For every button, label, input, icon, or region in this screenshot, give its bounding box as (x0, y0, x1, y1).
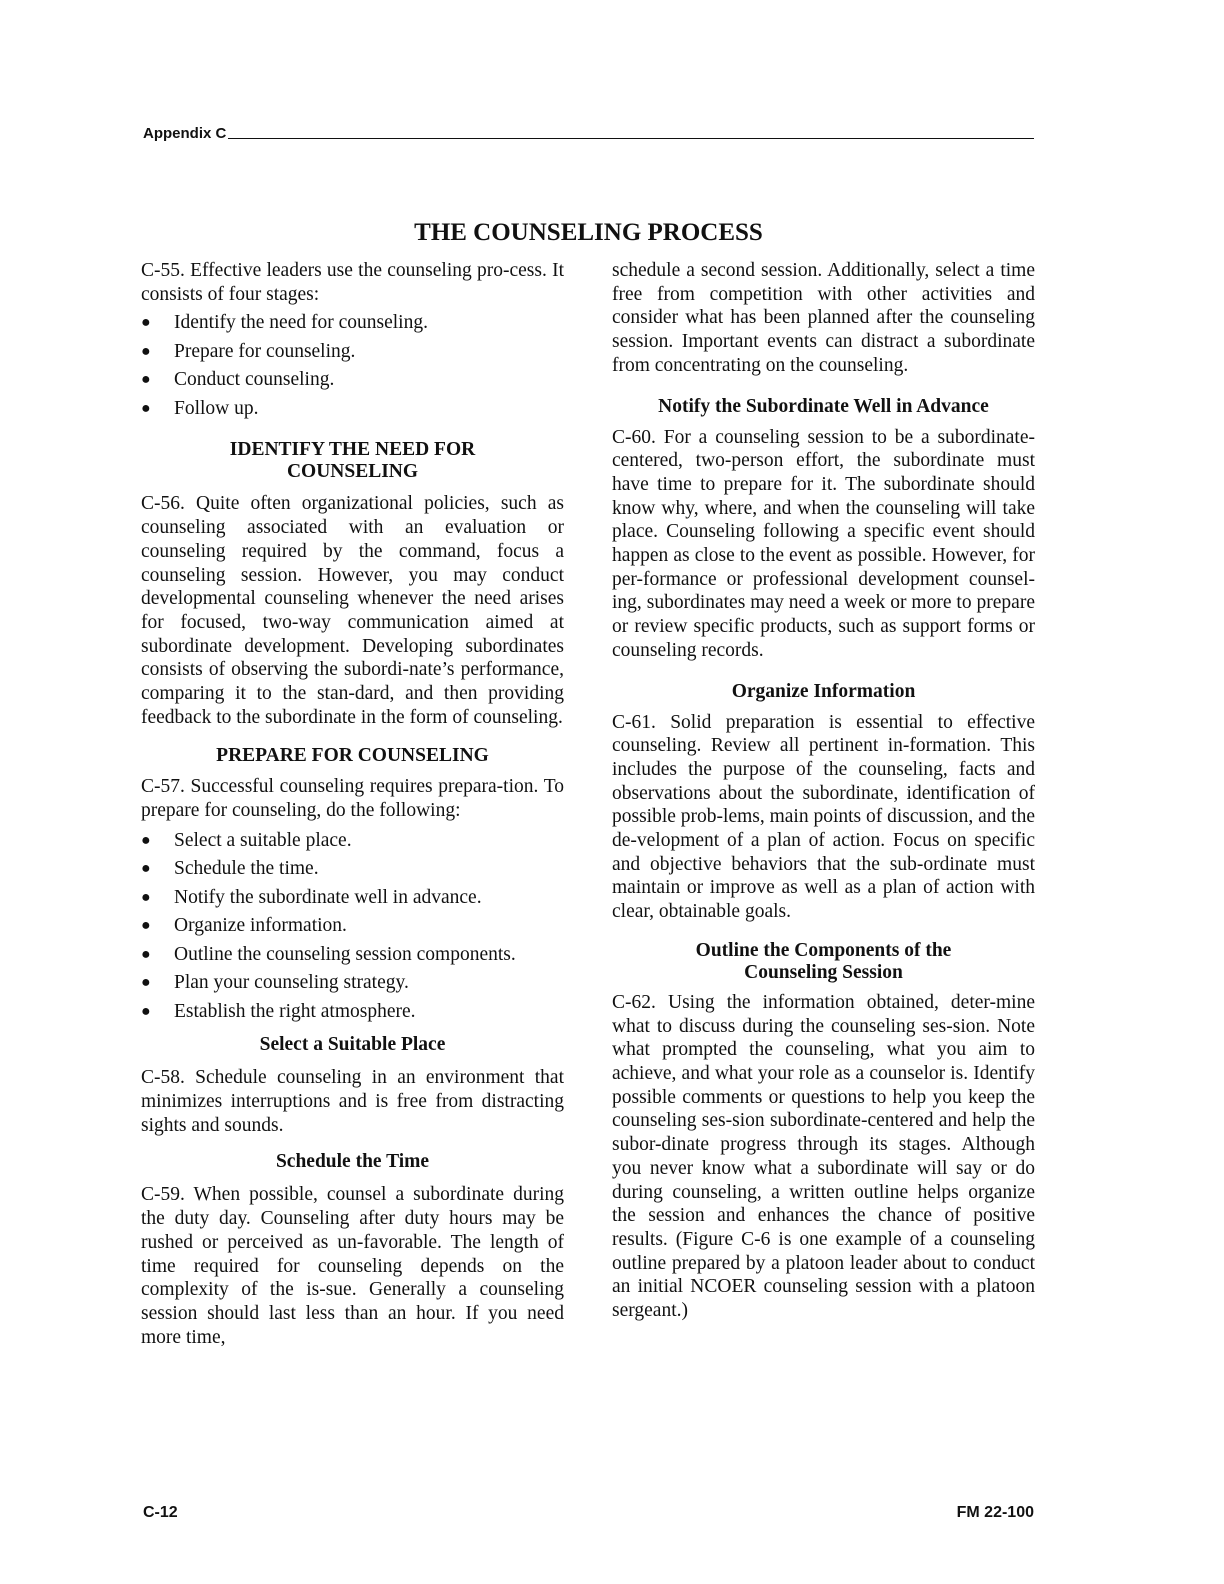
section-heading-identify: IDENTIFY THE NEED FOR COUNSELING (229, 439, 476, 483)
running-footer (143, 1504, 1034, 1522)
list-item: ● Outline the counseling session components. (141, 941, 564, 970)
subsection-heading-organize: Organize Information (731, 680, 916, 702)
subsection-heading-outline: Outline the Components of the Counseling Session (695, 939, 952, 983)
list-item: ● Organize information. (141, 912, 564, 941)
bullet-icon: ● (141, 399, 151, 417)
stages-list (141, 309, 564, 423)
right-column (612, 259, 1035, 1323)
bullet-icon: ● (141, 860, 151, 878)
header-rule (228, 138, 1034, 139)
bullet-icon: ● (141, 314, 151, 332)
bullet-icon: ● (141, 831, 151, 849)
paragraph-c62: C-62. Using the information obtained, deter-mine what to discuss during the counseling ses-sion. Note what prompted the counseling, what you aim to achieve, and what your role as a counselor is. Identify possible comments or questions to help you keep the counseling ses-sion subordinate-centered and help the subor-dinate progress through its stages. Although you never know what a subordinate will say or do during counseling, a written outline helps organize the session and enhances the chance of positive results. (Figure C-6 is one example of a counseling outline prepared by a platoon leader about to conduct an initial NCOER counseling session with a platoon sergeant.) (612, 991, 1035, 1322)
list-item: ● Follow up. (141, 395, 564, 424)
bullet-icon: ● (141, 945, 151, 963)
bullet-icon: ● (141, 1002, 151, 1020)
page-number: C-12 (143, 1504, 178, 1521)
header-label: Appendix C (143, 125, 227, 142)
left-column (141, 259, 564, 1349)
paragraph-c59-continued: schedule a second session. Additionally, select a time free from competition with other activities and consider what has been planned after the counseling session. Important events can distract a subordinate from concentrating on the counseling. (612, 260, 1035, 376)
subsection-heading-place: Select a Suitable Place (259, 1034, 446, 1056)
list-item: ● Schedule the time. (141, 855, 564, 884)
list-item: ● Notify the subordinate well in advance. (141, 884, 564, 913)
bullet-icon: ● (141, 342, 151, 360)
subsection-heading-notify: Notify the Subordinate Well in Advance (658, 395, 989, 417)
list-item: ● Select a suitable place. (141, 827, 564, 856)
list-item: ● Conduct counseling. (141, 366, 564, 395)
subsection-heading-time: Schedule the Time (275, 1151, 430, 1173)
list-item: ● Plan your counseling strategy. (141, 969, 564, 998)
list-item: ● Prepare for counseling. (141, 338, 564, 367)
paragraph-c61: C-61. Solid preparation is essential to effective counseling. Review all pertinent in-formation. This includes the purpose of the counseling, facts and observations about the subordinate, identification of possible prob-lems, main points of discussion, and the de-velopment of a plan of action. Focus on specific and objective behaviors that the sub-ordinate must maintain or improve as well as a plan of action with clear, obtainable goals. (612, 711, 1036, 923)
paragraph-c59: C-59. When possible, counsel a subordinate during the duty day. Counseling after duty hours may be rushed or perceived as un-favorable. The length of time required for counseling depends on the complexity of the is-sue. Generally a counseling session should last less than an hour. If you need more time, (141, 1184, 564, 1348)
paragraph-c60: C-60. For a counseling session to be a subordinate-centered, two-person effort, the subordinate must have time to prepare for it. The subordinate should know why, where, and when the counseling will take place. Counseling following a specific event should happen as close to the event as possible. However, for per-formance or professional development counsel-ing, subordinates may need a week or more to prepare or review specific products, such as support forms or counseling records. (612, 426, 1035, 661)
paragraph-c55: C-55. Effective leaders use the counseling pro-cess. It consists of four stages: (141, 260, 564, 305)
page-title: THE COUNSELING PROCESS (414, 219, 763, 246)
section-heading-prepare: PREPARE FOR COUNSELING (216, 745, 489, 767)
list-item: ● Identify the need for counseling. (141, 309, 564, 338)
running-header (143, 125, 1034, 142)
paragraph-c57: C-57. Successful counseling requires prepara-tion. To prepare for counseling, do the following: (141, 776, 564, 822)
bullet-icon: ● (141, 974, 151, 992)
paragraph-c58: C-58. Schedule counseling in an environment that minimizes interruptions and is free from distracting sights and sounds. (141, 1067, 564, 1136)
preparation-list (141, 827, 564, 1027)
paragraph-c56: C-56. Quite often organizational policies, such as counseling associated with an evaluation or counseling required by the command, focus a counseling session. However, you may conduct developmental counseling whenever the need arises for focused, two-way communication aimed at subordinate development. Developing subordinates consists of observing the subordi-nate’s performance, comparing it to the stan-dard, and then providing feedback to the subordinate in the form of counseling. (141, 493, 564, 728)
bullet-icon: ● (141, 371, 151, 389)
manual-id: FM 22-100 (956, 1504, 1034, 1521)
bullet-icon: ● (141, 917, 151, 935)
list-item: ● Establish the right atmosphere. (141, 998, 564, 1027)
bullet-icon: ● (141, 888, 151, 906)
